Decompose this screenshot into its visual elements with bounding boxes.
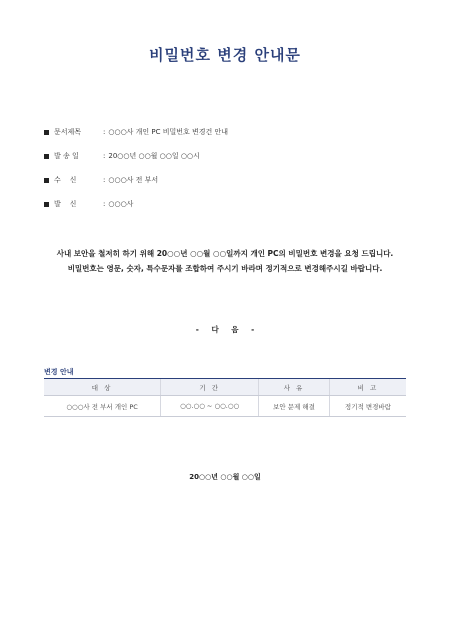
notice-line: 비밀번호는 영문, 숫자, 특수문자를 조합하여 주시기 바라며 정기적으로 변경해주시길 바랍니다. [67,264,383,273]
meta-label: 문서제목 [54,128,82,136]
meta-row-subject [44,128,228,136]
meta-separator: : [103,128,106,136]
table-row [44,396,406,417]
notice-body [0,246,450,276]
meta-label: 발 신 [54,200,77,208]
meta-row-recipient [44,176,228,184]
meta-row-sender [44,200,228,208]
table-header-row [44,379,406,396]
meta-value: ○○○사 개인 PC 비밀번호 변경건 안내 [108,128,229,136]
square-bullet-icon [44,178,49,183]
table-cell: 정기적 변경바람 [329,396,406,417]
following-heading: - 다 음 - [195,325,255,334]
meta-value: ○○○사 전 부서 [108,176,159,184]
column-header: 사 유 [259,379,330,396]
document-date: 20○○년 ○○월 ○○일 [189,473,261,481]
meta-value: ○○○사 [108,200,134,208]
square-bullet-icon [44,130,49,135]
table-cell: ○○.○○ ~ ○○.○○ [161,396,259,417]
document-meta [44,128,228,224]
notice-line: 사내 보안을 철저히 하기 위해 20○○년 ○○월 ○○일까지 개인 PC의 비밀번호 변경을 요청 드립니다. [56,249,394,258]
meta-label: 발 송 일 [54,152,79,160]
table-cell: ○○○사 전 부서 개인 PC [44,396,161,417]
meta-separator: : [103,200,106,208]
column-header: 기 간 [161,379,259,396]
meta-separator: : [103,176,106,184]
column-header: 비 고 [329,379,406,396]
square-bullet-icon [44,154,49,159]
change-info-table [44,378,406,417]
section-title: 변경 안내 [44,368,74,376]
meta-row-send-date [44,152,228,160]
meta-label: 수 신 [54,176,77,184]
column-header: 대 상 [44,379,161,396]
page-title: 비밀번호 변경 안내문 [149,46,301,64]
table-cell: 보안 문제 해결 [259,396,330,417]
meta-value: 20○○년 ○○월 ○○일 ○○시 [108,152,200,160]
meta-separator: : [103,152,106,160]
square-bullet-icon [44,202,49,207]
